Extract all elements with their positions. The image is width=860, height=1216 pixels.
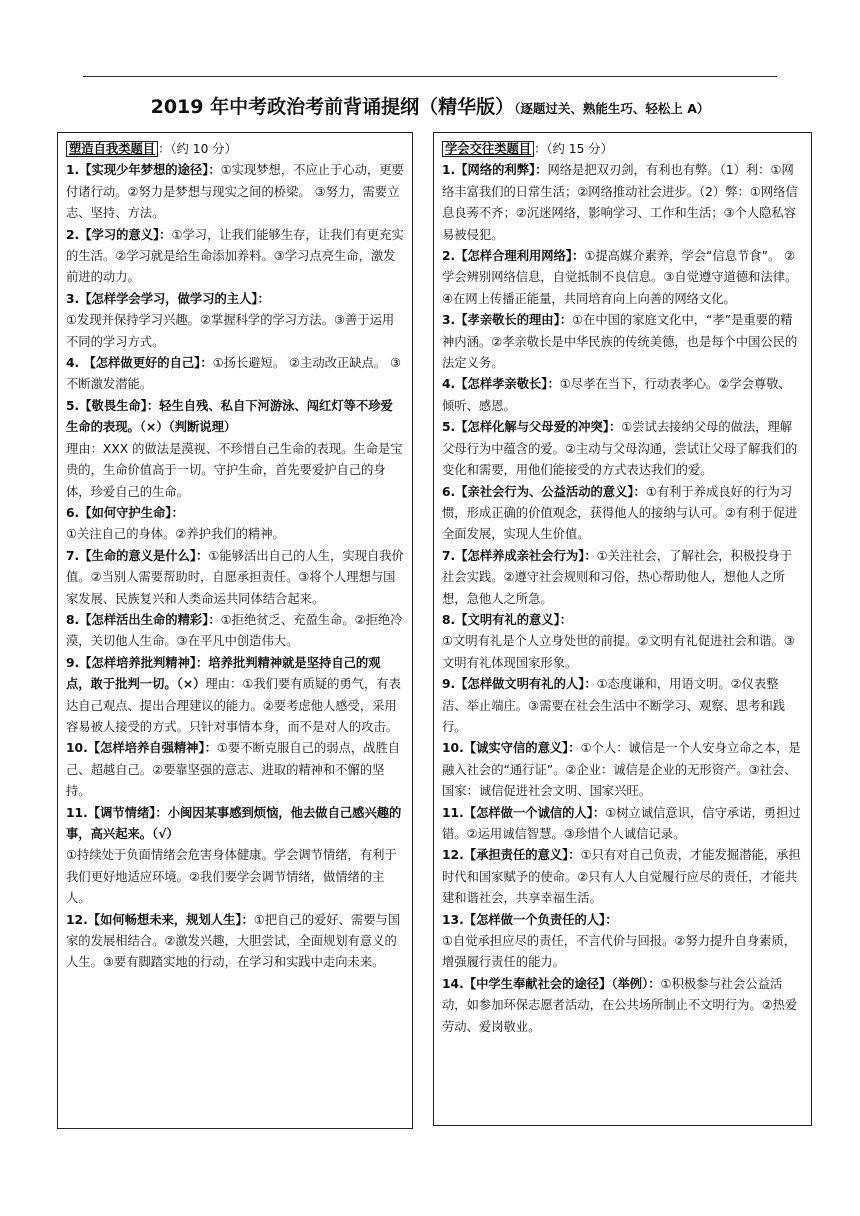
right-section-heading: [442, 139, 803, 160]
list-item: [442, 610, 803, 674]
list-item: [442, 310, 803, 374]
question: 2.【学习的意义】：: [66, 227, 172, 242]
list-item: [66, 738, 404, 802]
answer: ①尝试去接纳父母的做法，理解父母行为中蕴含的爱。②主动与父母沟通，尝试让父母了解我们的变化和需要，用他们能接受的方式表达我们的爱。: [442, 420, 798, 478]
list-item: [442, 974, 803, 1038]
list-item: [66, 160, 404, 224]
answer: ①态度谦和，用语文明。②仪表整洁、举止端庄。③需要在社会生活中不断学习、观察、思考和践行。: [442, 677, 786, 734]
question: 9.【怎样做文明有礼的人】：: [442, 677, 597, 692]
list-item: [66, 610, 404, 653]
question: 12.【如何畅想未来，规划人生】：: [66, 912, 254, 927]
question: 11.【怎样做一个诚信的人】：: [442, 805, 606, 820]
question: 13.【怎样做一个负责任的人】：: [442, 912, 618, 927]
list-item: [442, 803, 803, 846]
question: 3.【孝亲敬长的理由】：: [442, 313, 573, 328]
question: 2.【怎样合理利用网络】：: [442, 249, 585, 264]
answer: ①有利于养成良好的行为习惯，形成正确的价值观念，获得他人的接纳与认可。②有利于促进全面发展，实现人生价值。: [442, 484, 798, 542]
list-item: [66, 396, 404, 503]
list-item: [442, 417, 803, 481]
answer: ①学习，让我们能够生存，让我们有更充实的生活。②学习就是给生命添加养料。③学习点亮生命，激发前进的动力。: [66, 227, 404, 285]
list-item: [66, 803, 404, 910]
answer: ①发现并保持学习兴趣。②掌握科学的学习方法。③善于运用不同的学习方式。: [66, 313, 395, 349]
answer: ①拒绝贫乏、充盈生命。②拒绝冷漠，关切他人生命。③在平凡中创造伟大。: [66, 612, 403, 649]
question: 7.【生命的意义是什么】：: [66, 548, 209, 563]
question: 8.【怎样活出生命的精彩】：: [66, 612, 221, 627]
list-item: [442, 482, 803, 546]
question: 4.【怎样孝亲敬长】：: [442, 377, 560, 392]
header-rule: [83, 76, 777, 77]
list-item: [442, 910, 803, 974]
answer: ①在中国的家庭文化中，“孝”是重要的精神内涵。②孝亲敬长是中华民族的传统美德，也是每个中国公民的法定义务。: [442, 313, 798, 371]
list-item: [442, 546, 803, 610]
list-item: [66, 653, 404, 739]
answer: ①关注社会，了解社会，积极投身于社会实践。②遵守社会规则和习俗，热心帮助他人，想他人之所想，急他人之所急。: [442, 548, 793, 606]
question: 10.【怎样培养自强精神】：: [66, 741, 217, 756]
section-label: 学会交往类题目: [442, 141, 534, 157]
question: 3.【怎样学会学习，做学习的主人】：: [66, 291, 270, 306]
answer: ①提高媒介素养，学会“信息节食”。 ②学会辨别网络信息，自觉抵制不良信息。③自觉遵守道德和法律。④在网上传播正能量，共同培育向上向善的网络文化。: [442, 249, 798, 306]
left-column: [57, 132, 413, 1129]
answer: ①关注自己的身体。②养护我们的精神。: [66, 527, 285, 542]
list-item: [66, 289, 404, 353]
list-item: [442, 246, 803, 310]
question: 5.【怎样化解与父母爱的冲突】：: [442, 420, 622, 435]
list-item: [442, 738, 803, 802]
list-item: [66, 225, 404, 289]
section-score: ：（约 10 分）: [158, 142, 237, 156]
section-score: ：（约 15 分）: [534, 142, 613, 156]
answer: ①把自己的爱好、需要与国家的发展相结合。②激发兴趣，大胆尝试，全面规划有意义的人生。③要有脚踏实地的行动，在学习和实践中走向未来。: [66, 912, 401, 970]
answer: ①持续处于负面情绪会危害身体健康。学会调节情绪，有利于我们更好地适应环境。②我们要学会调节情绪，做情绪的主人。: [66, 848, 397, 906]
question: 9.【怎样培养批判精神】：培养批判精神就是坚持自己的观点，敢于批判一切。（×）: [66, 655, 381, 692]
list-item: [442, 160, 803, 246]
list-item: [442, 374, 803, 417]
answer: ①积极参与社会公益活动，如参加环保志愿者活动，在公共场所制止不文明行为。②热爱劳动、爱岗敬业。: [442, 976, 798, 1034]
answer: ①能够活出自己的人生，实现自我价值。②当别人需要帮助时，自愿承担责任。③将个人理想与国家发展、民族复兴和人类命运共同体结合起来。: [66, 548, 404, 606]
list-item: [442, 674, 803, 738]
title-main: 2019 年中考政治考前背诵提纲（精华版）: [150, 96, 515, 118]
answer: ①尽孝在当下，行动表孝心。②学会尊敬、倾听、感恩。: [442, 377, 791, 413]
answer: 理由：XXX 的做法是漠视、不珍惜自己生命的表现。生命是宝贵的，生命价值高于一切。守护生命，首先要爱护自己的身体，珍爱自己的生命。: [66, 441, 403, 499]
document-title: [0, 92, 860, 119]
answer: ①扬长避短。 ②主动改正缺点。 ③不断激发潜能。: [66, 356, 402, 392]
answer: ①只有对自己负责，才能发掘潜能，承担时代和国家赋予的使命。②只有人人自觉履行应尽的责任，才能共建和谐社会，共享幸福生活。: [442, 848, 801, 906]
question: 10.【诚实守信的意义】：: [442, 741, 581, 756]
answer: 理由：①我们要有质疑的勇气，有表达自己观点、提出合理建议的能力。②要考虑他人感受，采用容易被人接受的方式。只针对事情本身，而不是对人的攻击。: [66, 677, 401, 734]
question: 5.【敬畏生命】：轻生自残、私自下河游泳、闯红灯等不珍爱生命的表现。（×）（判断说理）: [66, 398, 393, 435]
list-item: [442, 845, 803, 909]
list-item: [66, 910, 404, 974]
left-section-heading: [66, 139, 404, 160]
answer: ①自觉承担应尽的责任，不言代价与回报。②努力提升自身素质，增强履行责任的能力。: [442, 934, 797, 970]
question: 4. 【怎样做更好的自己】：: [66, 356, 213, 371]
list-item: [66, 353, 404, 396]
question: 11.【调节情绪】：小闽因某事感到烦恼，他去做自己感兴趣的事，高兴起来。（√）: [66, 805, 402, 841]
question: 14.【中学生奉献社会的途径】（举例）：: [442, 976, 661, 991]
answer: ①实现梦想，不应止于心动，更要付诸行动。②努力是梦想与现实之间的桥梁。 ③努力，需要立志、坚持、方法。: [66, 163, 404, 221]
question: 8.【文明有礼的意义】：: [442, 612, 573, 627]
section-label: 塑造自我类题目: [66, 141, 158, 157]
question: 12.【承担责任的意义】：: [442, 848, 581, 863]
answer: ①要不断克服自己的弱点，战胜自己、超越自己。②要靠坚强的意志、进取的精神和不懈的坚持。: [66, 741, 401, 799]
question: 1.【实现少年梦想的途径】：: [66, 163, 221, 178]
answer: 网络是把双刃剑，有利也有弊。（1）利：①网络丰富我们的日常生活；②网络推动社会进步。（2）弊：①网络信息良莠不齐；②沉迷网络，影响学习、工作和生活；③个人隐私容易被侵犯。: [442, 163, 798, 242]
answer: ①树立诚信意识，信守承诺，勇担过错。②运用诚信智慧。③珍惜个人诚信记录。: [442, 805, 801, 841]
answer: ①个人：诚信是一个人安身立命之本，是融入社会的“通行证”。②企业：诚信是企业的无形资产。③社会、国家：诚信促进社会文明、国家兴旺。: [442, 741, 801, 799]
question: 7.【怎样养成亲社会行为】：: [442, 548, 597, 563]
list-item: [66, 546, 404, 610]
question: 1.【网络的利弊】：: [442, 163, 548, 178]
title-subtitle: （逐题过关、熟能生巧、轻松上 A）: [514, 101, 710, 116]
list-item: [66, 503, 404, 546]
right-column: [433, 132, 812, 1126]
question: 6.【亲社会行为、公益活动的意义】：: [442, 484, 646, 499]
question: 6.【如何守护生命】：: [66, 505, 184, 520]
answer: ①文明有礼是个人立身处世的前提。②文明有礼促进社会和谐。③文明有礼体现国家形象。: [442, 634, 795, 670]
